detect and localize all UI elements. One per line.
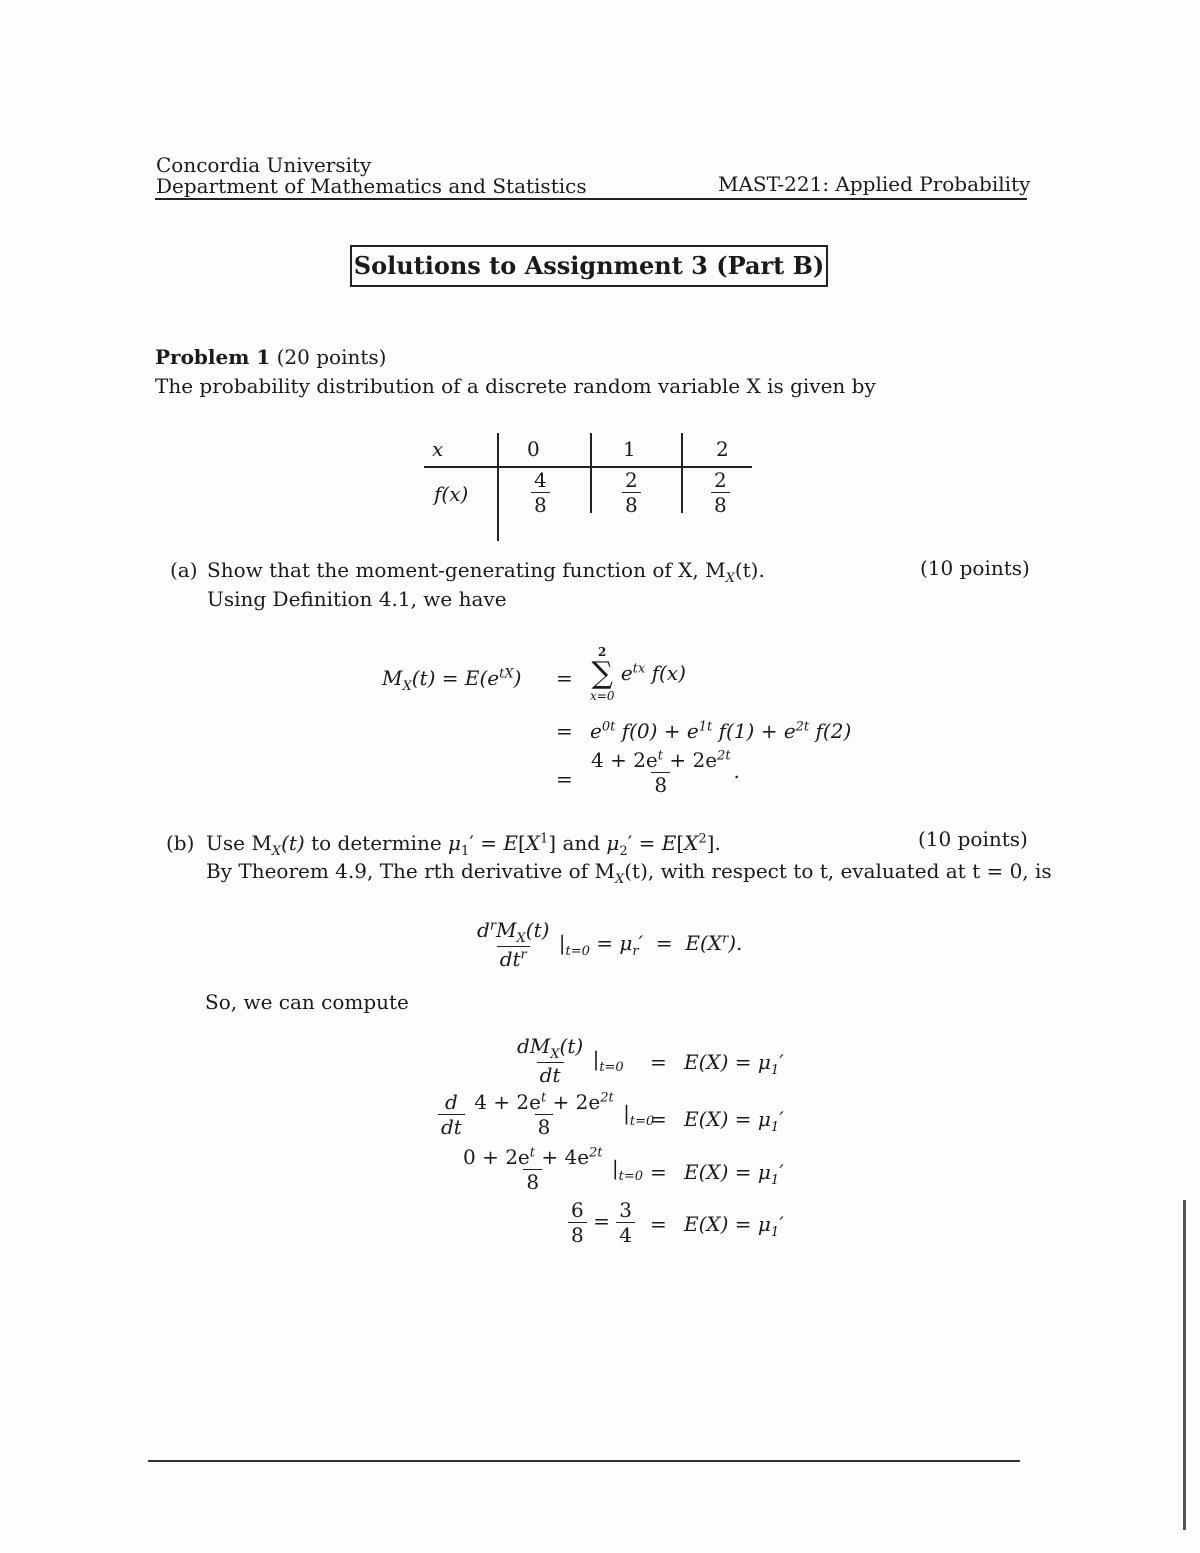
mgf-expansion: $e^{0t}$ $f(0) + e^{1t}$ $f(1) + e^{2t}$ f(2) bbox=[590, 719, 852, 743]
table-x2: 2 bbox=[716, 437, 729, 461]
part-b-statement: Use $M_X(t)$ to determine $\mu_1' = E[X^1]$ and $\mu_2' = E[X^2]$. bbox=[206, 831, 721, 859]
part-b-points: (10 points) bbox=[918, 827, 1028, 851]
part-b-theorem-text: By Theorem 4.9, The rth derivative of M bbox=[206, 859, 615, 883]
part-b-text: Use M bbox=[206, 831, 272, 855]
eq-sign-3: = bbox=[556, 767, 573, 791]
table-x1: 1 bbox=[623, 437, 636, 461]
part-a-label: (a) bbox=[170, 558, 198, 582]
table-f0-num: 4 bbox=[534, 468, 547, 492]
problem-label: Problem 1 bbox=[155, 345, 271, 369]
part-a-text: Show that the moment-generating function of X, M bbox=[207, 558, 726, 582]
part-a-points: (10 points) bbox=[920, 556, 1030, 580]
problem-intro: The probability distribution of a discrete random variable X is given by bbox=[155, 374, 876, 398]
table-vrule-3 bbox=[681, 433, 683, 513]
derivative-equation: $\frac{d^rM_X(t)}{dt^r}$ $|_{t=0} = \mu_r' = E(X^r)$. bbox=[477, 918, 743, 971]
comp-row-1-rhs: $E(X) = \mu_1'$ bbox=[684, 1050, 784, 1078]
part-b-theorem: By Theorem 4.9, The rth derivative of $M_X(t)$, with respect to t, evaluated at t = 0, is bbox=[206, 859, 1052, 887]
table-x-label: x bbox=[432, 437, 444, 461]
comp-row-2-lhs: $\frac{d}{dt}$ $\frac{4 + 2e^t + 2e^{2t}}{8}$ $|_{t=0}$ bbox=[438, 1090, 654, 1139]
comp-row-4-rhs: $E(X) = \mu_1'$ bbox=[684, 1212, 784, 1240]
problem-heading bbox=[155, 345, 386, 369]
department-name: Department of Mathematics and Statistics bbox=[156, 174, 587, 198]
table-f1-num: 2 bbox=[625, 468, 638, 492]
eq-sign-1: = bbox=[556, 666, 573, 690]
scan-edge-mark bbox=[1183, 1200, 1186, 1530]
table-f2-den: 8 bbox=[711, 492, 730, 517]
comp-row-3-rhs: $E(X) = \mu_1'$ bbox=[684, 1160, 784, 1188]
footer-rule bbox=[148, 1460, 1020, 1462]
table-x0: 0 bbox=[527, 437, 540, 461]
mgf-lhs: $M_X(t) = E(e^{tX})$ bbox=[382, 666, 522, 694]
comp-row-4-eq: = bbox=[650, 1212, 667, 1236]
mgf-result: $\frac{4 + 2e^t + 2e^{2t}}{8}$ . bbox=[591, 748, 740, 797]
mgf-sum: 2 ∑ x=0 $e^{tx}$ f(x) bbox=[590, 645, 686, 703]
header-rule bbox=[155, 198, 1027, 200]
table-vrule-1 bbox=[497, 433, 499, 541]
comp-row-2-rhs: $E(X) = \mu_1'$ bbox=[684, 1107, 784, 1135]
part-b-label: (b) bbox=[166, 831, 195, 855]
part-b-theorem-tail: (t), with respect to t, evaluated at t = 0, is bbox=[624, 859, 1052, 883]
comp-row-3-eq: = bbox=[650, 1160, 667, 1184]
page-title: Solutions to Assignment 3 (Part B) bbox=[350, 245, 828, 287]
university-name: Concordia University bbox=[156, 153, 372, 177]
problem-points: (20 points) bbox=[276, 345, 387, 369]
eq-sign-2: = bbox=[556, 719, 573, 743]
comp-row-4-lhs: $\frac{6}{8}$ = $\frac{3}{4}$ bbox=[568, 1198, 635, 1247]
table-vrule-2 bbox=[590, 433, 592, 513]
comp-row-1-lhs: $\frac{dM_X(t)}{dt}$ $|_{t=0}$ bbox=[517, 1034, 624, 1087]
part-a-using: Using Definition 4.1, we have bbox=[207, 587, 507, 611]
table-f1-den: 8 bbox=[622, 492, 641, 517]
table-f0-den: 8 bbox=[531, 492, 550, 517]
table-f2 bbox=[711, 468, 730, 517]
table-f1 bbox=[622, 468, 641, 517]
table-hrule bbox=[424, 466, 752, 468]
comp-row-2-eq: = bbox=[650, 1107, 667, 1131]
so-compute: So, we can compute bbox=[205, 990, 409, 1014]
table-fx-label: f(x) bbox=[434, 482, 469, 506]
table-f2-num: 2 bbox=[714, 468, 727, 492]
course-name: MAST-221: Applied Probability bbox=[718, 172, 1031, 196]
part-a-statement: Show that the moment-generating function of X, $M_X(t)$. bbox=[207, 558, 765, 586]
part-a-text-tail: (t). bbox=[734, 558, 765, 582]
comp-row-1-eq: = bbox=[650, 1050, 667, 1074]
comp-row-3-lhs: $\frac{0 + 2e^t + 4e^{2t}}{8}$ $|_{t=0}$ bbox=[463, 1145, 644, 1194]
table-f0 bbox=[531, 468, 550, 517]
